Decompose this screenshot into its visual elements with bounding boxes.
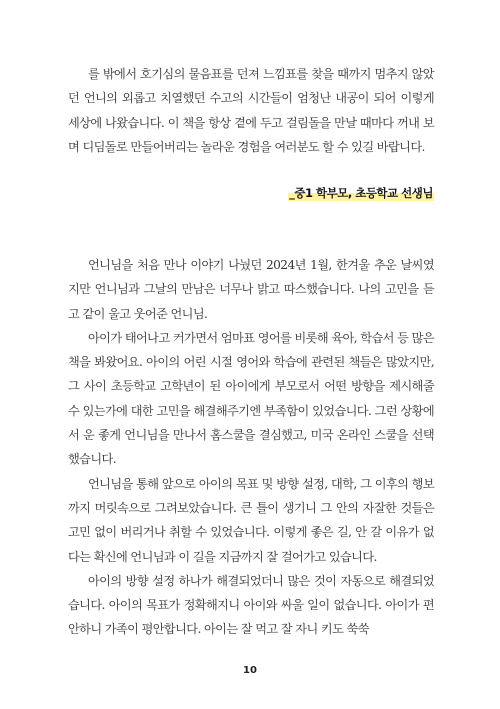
paragraph-text: 언니님을 통해 앞으로 아이의 목표 및 방향 설정, 대학, 그 이후의 행보까지 머릿속으로 그려보았습니다. 큰 틀이 생기니 그 안의 자잘한 것들은 고민 없이 버리거나 취할 수 있었습니다. 이렇게 좋은 길, 안 갈 이유가 없다는 확신에 언니님과 이 길을 지금까지 잘 걸어가고 있습니다.: [68, 476, 434, 564]
testimonial-paragraph: [68, 62, 434, 159]
page-number: 10: [243, 665, 257, 676]
body-paragraph: [68, 326, 434, 472]
testimonial-signature: _중1 학부모, 초등학교 선생님: [289, 186, 433, 200]
testimonial-body: [68, 253, 434, 642]
body-paragraph: [68, 472, 434, 569]
paragraph-text: 아이가 태어나고 커가면서 엄마표 영어를 비롯해 육아, 학습서 등 많은 책을 봐왔어요. 아이의 어린 시절 영어와 학습에 관련된 책들은 많았지만, 그 사이 초등학교 고학년이 된 아이에게 부모로서 어떤 방향을 제시해줄 수 있는가에 대한 고민을 해결해주기엔 부족함이 있었습니다. 그런 상황에서 운 좋게 언니님을 만나서 홈스쿨을 결심했고, 미국 온라인 스쿨을 선택했습니다.: [68, 330, 434, 467]
paragraph-text: 아이의 방향 설정 하나가 해결되었더니 많은 것이 자동으로 해결되었습니다. 아이의 목표가 정확해지니 아이와 싸울 일이 없습니다. 아이가 편안하니 가족이 평안합니다. 아이는 잘 먹고 잘 자니 키도 쑥쑥: [68, 573, 434, 637]
paragraph-text: 를 밖에서 호기심의 물음표를 던져 느낌표를 찾을 때까지 멈추지 않았던 언니의 외롭고 치열했던 수고의 시간들이 엄청난 내공이 되어 이렇게 세상에 나왔습니다. 이 책을 항상 곁에 두고 걸림돌을 만날 때마다 꺼내 보며 디딤돌로 만들어버리는 놀라운 경험을 여러분도 할 수 있길 바랍니다.: [68, 67, 434, 154]
body-paragraph: [68, 569, 434, 642]
paragraph-text: 언니님을 처음 만나 이야기 나눴던 2024년 1월, 한겨울 추운 날씨였지만 언니님과 그날의 만남은 너무나 밝고 따스했습니다. 나의 고민을 듣고 같이 울고 웃어준 언니님.: [68, 258, 434, 321]
body-paragraph: [68, 253, 434, 326]
